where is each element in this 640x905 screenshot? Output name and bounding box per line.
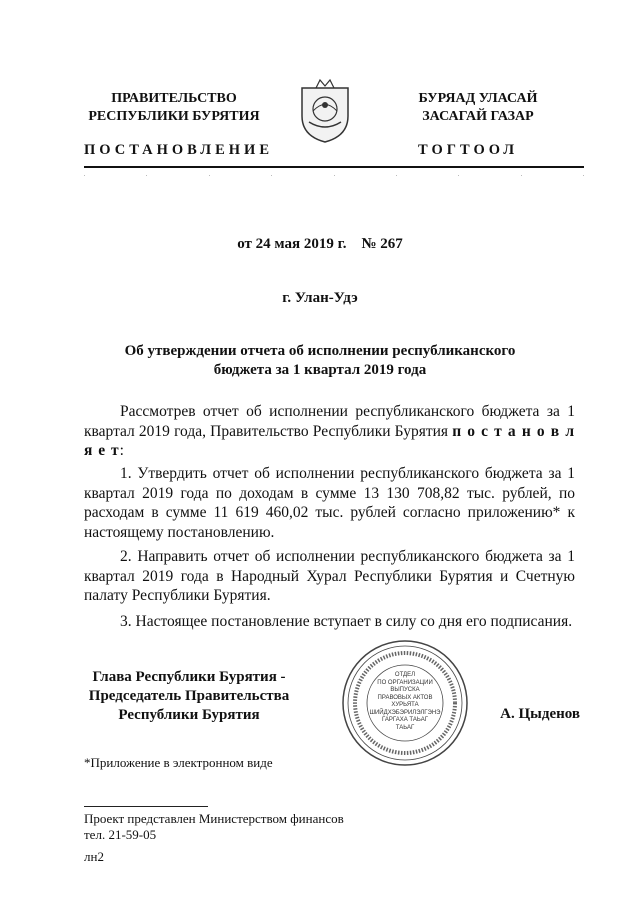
seal-text-line: ГАРГАХА ТАЬАГ	[382, 717, 428, 723]
item-1-text: 1. Утвердить отчет об исполнении республиканского бюджета за 1 квартал 2019 года по доходам в сумме 13 130 708,82 тыс. рублей, по расходам в сумме 11 619 460,02 тыс. рублей согласно приложению* к настоящему постановлению.	[84, 465, 575, 541]
header-divider	[84, 166, 584, 168]
decree-date-number: от 24 мая 2019 г. № 267	[237, 236, 403, 252]
preamble-resolve-word: п о с т а н о в л я е т	[84, 422, 576, 459]
seal-text	[368, 672, 442, 732]
header-right-block	[388, 90, 568, 126]
government-name-buryat-line1: БУРЯАД УЛАСАЙ	[418, 91, 538, 106]
header-dotted-line	[84, 175, 584, 179]
doc-type-buryat: ТОГТООЛ	[418, 142, 519, 158]
decree-title	[0, 342, 640, 380]
seal-text-line: ТАЬАГ	[395, 724, 415, 731]
seal-text-line: ПО ОРГАНИЗАЦИИ	[377, 679, 433, 686]
document-code: лн2	[84, 849, 104, 864]
footer-divider	[84, 806, 208, 807]
signatory-name: А. Цыденов	[500, 706, 580, 722]
contact-phone: тел. 21-59-05	[84, 827, 157, 842]
seal-text-line: ПРАВОВЫХ АКТОВ	[377, 694, 433, 701]
signatory-position-line2: Председатель Правительства	[88, 688, 290, 704]
signatory-position-line1: Глава Республики Бурятия -	[92, 669, 286, 685]
header-left-block	[84, 90, 264, 126]
decree-title-line2: бюджета за 1 квартал 2019 года	[213, 362, 427, 378]
government-name-buryat-line2: ЗАСАГАЙ ГАЗАР	[422, 109, 534, 124]
coat-of-arms-icon	[296, 78, 354, 144]
annex-note: *Приложение в электронном виде	[84, 755, 273, 770]
decree-city: г. Улан-Удэ	[282, 290, 358, 306]
seal-text-line: ВЫПУСКА	[390, 687, 420, 693]
item-2-paragraph	[84, 547, 575, 606]
doc-type-russian: ПОСТАНОВЛЕНИЕ	[84, 142, 274, 158]
seal-text-line: ОТДЕЛ	[394, 672, 416, 678]
prepared-by: Проект представлен Министерством финансов	[84, 811, 344, 826]
seal-text-line: ШИЙДХЭБЭРИЛЭЛГЭНЭ	[369, 709, 441, 716]
item-1-paragraph	[84, 464, 575, 542]
signatory-position-line3: Республики Бурятия	[118, 707, 260, 723]
seal-text-line: ХУРЬЯТА	[391, 702, 419, 708]
item-2-text: 2. Направить отчет об исполнении республиканского бюджета за 1 квартал 2019 года в Народный Хурал Республики Бурятия и Счетную палату Республики Бурятия.	[84, 548, 575, 604]
item-3-paragraph	[84, 612, 575, 632]
signatory-position	[84, 668, 294, 725]
government-name-line1: ПРАВИТЕЛЬСТВО	[111, 91, 237, 106]
decree-title-line1: Об утверждении отчета об исполнении республиканского	[124, 343, 516, 359]
government-name-line2: РЕСПУБЛИКИ БУРЯТИЯ	[88, 109, 260, 124]
preamble-text: Рассмотрев отчет об исполнении республиканского бюджета за 1 квартал 2019 года, Правительство Республики Бурятия	[84, 403, 575, 440]
preamble-end: :	[119, 442, 124, 459]
item-3-text: 3. Настоящее постановление вступает в силу со дня его подписания.	[120, 613, 573, 630]
preamble-paragraph	[84, 402, 575, 461]
